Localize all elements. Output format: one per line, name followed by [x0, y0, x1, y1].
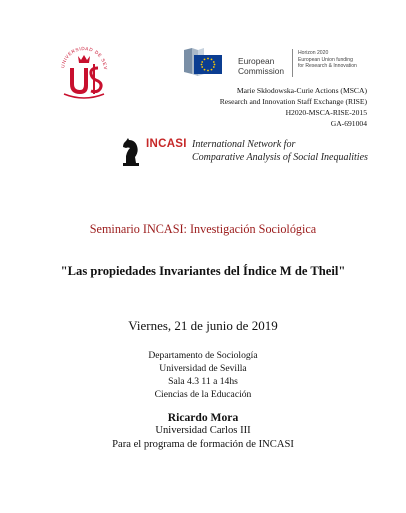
speaker-name: Ricardo Mora	[167, 411, 239, 424]
ec-label	[238, 57, 284, 76]
ec-label-line2: Commission	[238, 65, 285, 76]
eu-flag-icon	[194, 55, 222, 74]
funding-line-rise: Research and Innovation Staff Exchange (RISE)	[219, 97, 367, 106]
speaker-affiliation: Universidad Carlos III	[155, 425, 251, 436]
horizon-line2: European Union funding	[298, 56, 353, 63]
university-seal-logo	[58, 44, 110, 104]
incasi-name: INCASI	[146, 138, 187, 150]
venue-department: Departamento de Sociología	[148, 350, 258, 361]
horizon-line3: for Research & Innovation	[298, 63, 357, 70]
incasi-tagline	[192, 139, 368, 164]
horizon-2020-label	[298, 50, 357, 70]
horizon-line1: Horizon 2020	[298, 50, 329, 56]
seminar-title: Seminario INCASI: Investigación Sociológica	[89, 222, 317, 236]
event-date: Viernes, 21 de junio de 2019	[128, 318, 278, 333]
funding-line-call: H2020-MSCA-RISE-2015	[285, 108, 367, 117]
venue-room-time: Sala 4.3 11 a 14hs	[168, 376, 238, 387]
venue-university: Universidad de Sevilla	[159, 363, 247, 374]
talk-title: "Las propiedades Invariantes del Índice M de Theil"	[60, 264, 346, 278]
svg-text:UNIVERSIDAD DE SEVILLA: UNIVERSIDAD DE SEV	[60, 45, 109, 71]
venue-building: Ciencias de la Educación	[154, 389, 252, 400]
chess-knight-icon	[120, 137, 142, 167]
program-note: Para el programa de formación de INCASI	[112, 439, 294, 450]
funding-line-msca: Marie Skłodowska-Curie Actions (MSCA)	[236, 86, 367, 95]
header-divider	[292, 49, 293, 77]
incasi-tagline-line1: International Network for	[192, 139, 296, 150]
funding-line-ga: GA-691004	[330, 119, 367, 128]
ec-label-line1: European	[238, 56, 275, 66]
incasi-tagline-line2: Comparative Analysis of Social Inequalities	[192, 151, 368, 163]
